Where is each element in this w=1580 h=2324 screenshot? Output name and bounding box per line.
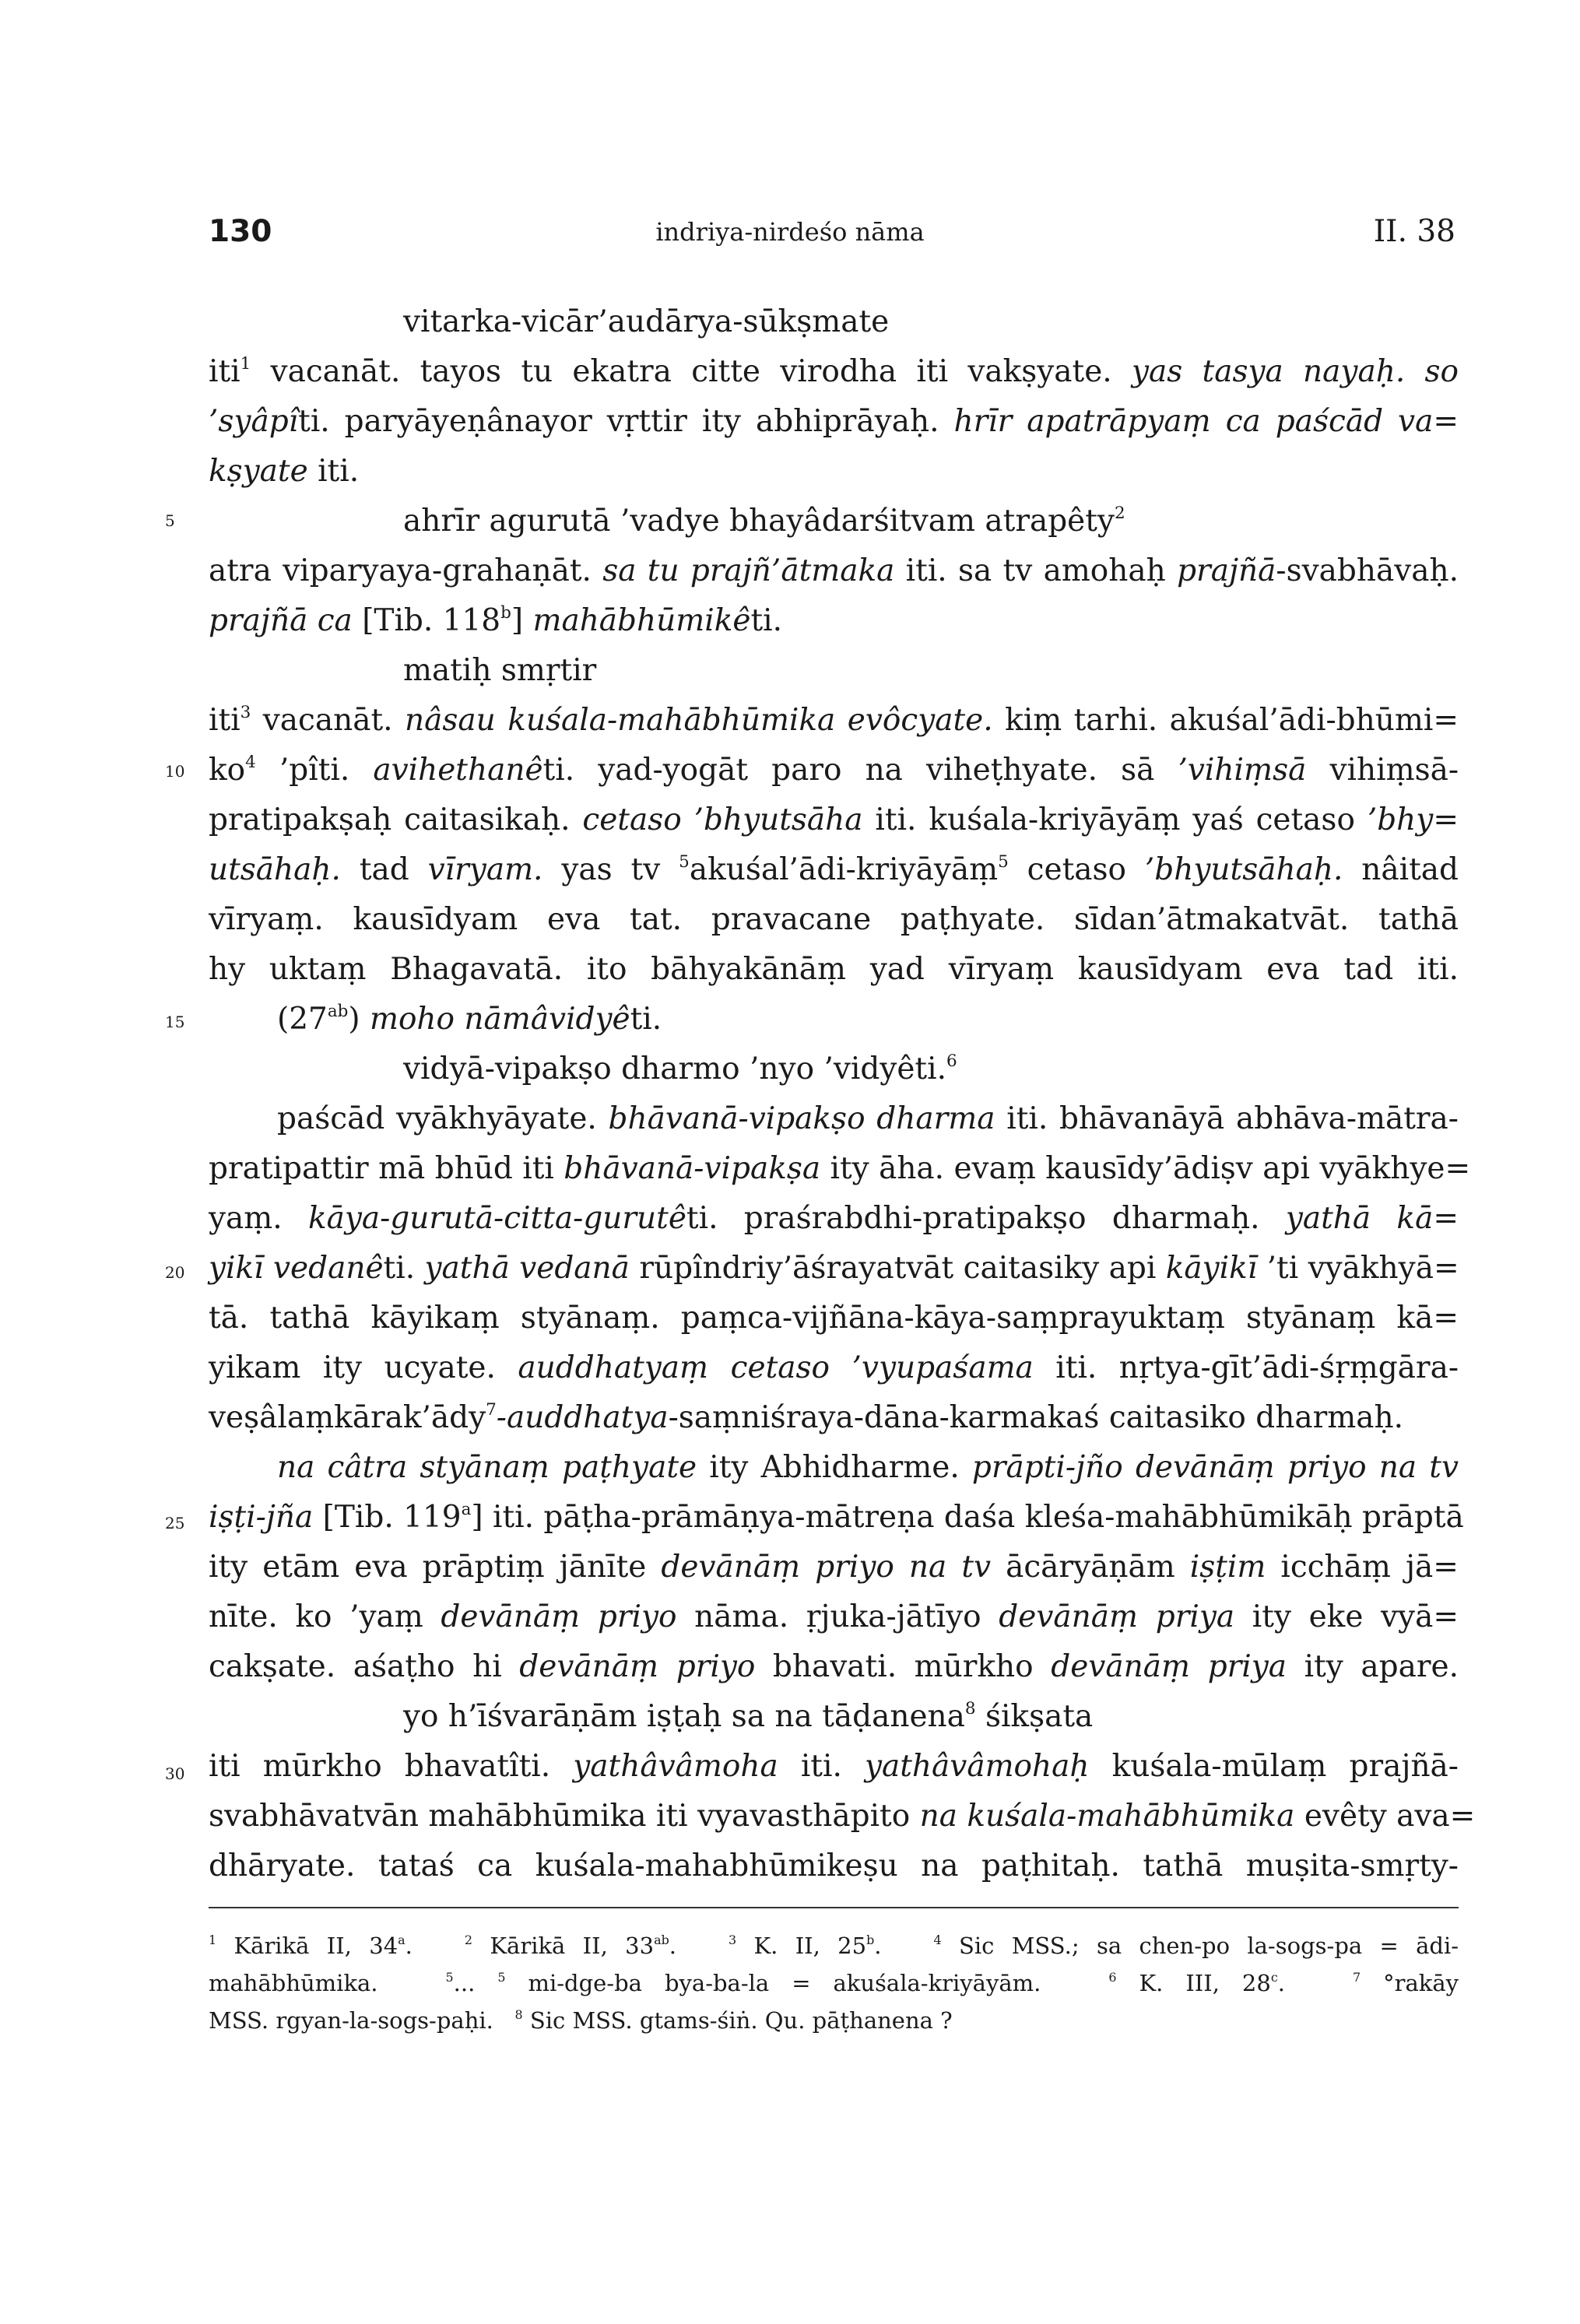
text-line: atra viparyaya-grahaṇāt. sa tu prajñ’ātmaka iti. sa tv amohaḥ prajñā-svabhāvaḥ. bbox=[209, 553, 1459, 588]
text-line: kṣyate iti. bbox=[209, 454, 360, 489]
text-line: yikī vedanêti. yathā vedanā rūpîndriy’āśrayatvāt caitasiky api kāyikī ’ti vyākhyā= bbox=[209, 1251, 1459, 1286]
line-number-10: 10 bbox=[165, 762, 185, 781]
footnote-line: mahābhūmika. $^5$... $^5$ mi-dge-ba bya-ba-la = akuśala-kriyāyām. $^6$ K. III, 28$^c$. $^7$ °rakāy bbox=[209, 1970, 1459, 1996]
text-line: yo h’īśvarāṇām iṣṭaḥ sa na tāḍanena$^8$ śikṣata bbox=[403, 1698, 1094, 1734]
footnote-line: $^1$ Kārikā II, 34$^a$. $^2$ Kārikā II, $33^{ab}$. $^3$ K. II, 25$^b$. $^4$ Sic MSS.; sa chen-po la-sogs-pa = ādi- bbox=[209, 1933, 1459, 1959]
text-line: vīryaṃ. kausīdyam eva tat. pravacane paṭhyate. sīdan’ātmakatvāt. tathā bbox=[209, 902, 1459, 937]
text-line: nīte. ko ’yaṃ devānāṃ priyo nāma. ṛjuka-jātīyo devānāṃ priya ity eke vyā= bbox=[209, 1599, 1459, 1634]
line-number-30: 30 bbox=[165, 1764, 185, 1783]
text-line: paścād vyākhyāyate. bhāvanā-vipakṣo dharma iti. bhāvanāyā abhāva-mātra- bbox=[277, 1101, 1459, 1136]
text-line: na câtra styānaṃ paṭhyate ity Abhidharme. prāpti-jño devānāṃ priyo na tv bbox=[277, 1450, 1459, 1485]
text-line: veṣâlaṃkārak’ādy$^7$-auddhatya-saṃniśraya-dāna-karmakaś caitasiko dharmaḥ. bbox=[209, 1399, 1404, 1435]
text-line: vidyā-vipakṣo dharmo ’nyo ’vidyêti.$^6$ bbox=[403, 1051, 957, 1087]
text-line: iti mūrkho bhavatîti. yathâvâmoha iti. yathâvâmohaḥ kuśala-mūlaṃ prajñā- bbox=[209, 1749, 1459, 1784]
text-line: pratipattir mā bhūd iti bhāvanā-vipakṣa ity āha. evaṃ kausīdy’ādiṣv api vyākhye= bbox=[209, 1151, 1471, 1186]
text-line: ity etām eva prāptiṃ jānīte devānāṃ priyo na tv ācāryāṇām iṣṭim icchāṃ jā= bbox=[209, 1550, 1459, 1585]
text-line: pratipakṣaḥ caitasikaḥ. cetaso ’bhyutsāha iti. kuśala-kriyāyāṃ yaś cetaso ’bhy= bbox=[209, 802, 1459, 837]
line-number-5: 5 bbox=[165, 511, 175, 530]
text-line: iṣṭi-jña [Tib. 119$^a$] iti. pāṭha-prāmāṇya-mātreṇa daśa kleśa-mahābhūmikāḥ prāptā bbox=[209, 1499, 1464, 1535]
text-line: $(27^{ab})$ moho nāmâvidyêti. bbox=[277, 1001, 662, 1037]
text-line: iti$^3$ vacanāt. nâsau kuśala-mahābhūmika evôcyate. kiṃ tarhi. akuśal’ādi-bhūmi= bbox=[209, 702, 1459, 738]
text-line: hy uktaṃ Bhagavatā. ito bāhyakānāṃ yad vīryaṃ kausīdyam eva tad iti. bbox=[209, 952, 1459, 987]
running-title: indriya-nirdeśo nāma bbox=[655, 217, 925, 247]
text-line: cakṣate. aśaṭho hi devānāṃ priyo bhavati. mūrkho devānāṃ priya ity apare. bbox=[209, 1649, 1459, 1684]
text-line: utsāhaḥ. tad vīryam. yas tv $^5$akuśal’ādi-kriyāyāṃ$^5$ cetaso ’bhyutsāhaḥ. nâitad bbox=[209, 851, 1459, 887]
section-reference: II. 38 bbox=[1373, 214, 1455, 249]
text-line: vitarka-vicār’audārya-sūkṣmate bbox=[403, 304, 890, 339]
text-line: $ko^4$ ’pîti. avihethanêti. yad-yogāt paro na viheṭhyate. sā ’vihiṃsā vihiṃsā- bbox=[209, 752, 1459, 788]
line-number-20: 20 bbox=[165, 1263, 185, 1282]
text-line: ’syâpîti. paryāyeṇânayor vṛttir ity abhiprāyaḥ. hrīr apatrāpyaṃ ca paścād va= bbox=[209, 404, 1459, 439]
text-line: dhāryate. tataś ca kuśala-mahabhūmikeṣu na paṭhitaḥ. tathā muṣita-smṛty- bbox=[209, 1848, 1459, 1883]
text-line: yikam ity ucyate. auddhatyaṃ cetaso ’vyupaśama iti. nṛtya-gīt’ādi-śṛṃgāra- bbox=[209, 1350, 1459, 1385]
text-line: prajñā ca [Tib. 118$^b$] mahābhūmikêti. bbox=[209, 602, 782, 638]
text-line: ahrīr agurutā ’vadye bhayâdarśitvam atrapêty$^2$ bbox=[403, 503, 1125, 539]
text-line: tā. tathā kāyikaṃ styānaṃ. paṃca-vijñāna-kāya-saṃprayuktaṃ styānaṃ kā= bbox=[209, 1301, 1459, 1336]
line-number-15: 15 bbox=[165, 1013, 185, 1031]
text-line: iti$^1$ vacanāt. tayos tu ekatra citte virodha iti vakṣyate. yas tasya nayaḥ. so bbox=[209, 353, 1459, 389]
text-line: svabhāvatvān mahābhūmika iti vyavasthāpito na kuśala-mahābhūmika evêty ava= bbox=[209, 1799, 1476, 1834]
text-line: matiḥ smṛtir bbox=[403, 653, 597, 688]
line-number-25: 25 bbox=[165, 1514, 185, 1532]
page-number: 130 bbox=[209, 214, 272, 249]
footnote-line: MSS. rgyan-la-sogs-paḥi. $^8$ Sic MSS. gtams-śiṅ. Qu. pāṭhanena ? bbox=[209, 2007, 953, 2034]
footnote-rule bbox=[209, 1907, 1459, 1908]
text-line: yaṃ. kāya-gurutā-citta-gurutêti. praśrabdhi-pratipakṣo dharmaḥ. yathā kā= bbox=[209, 1201, 1459, 1236]
